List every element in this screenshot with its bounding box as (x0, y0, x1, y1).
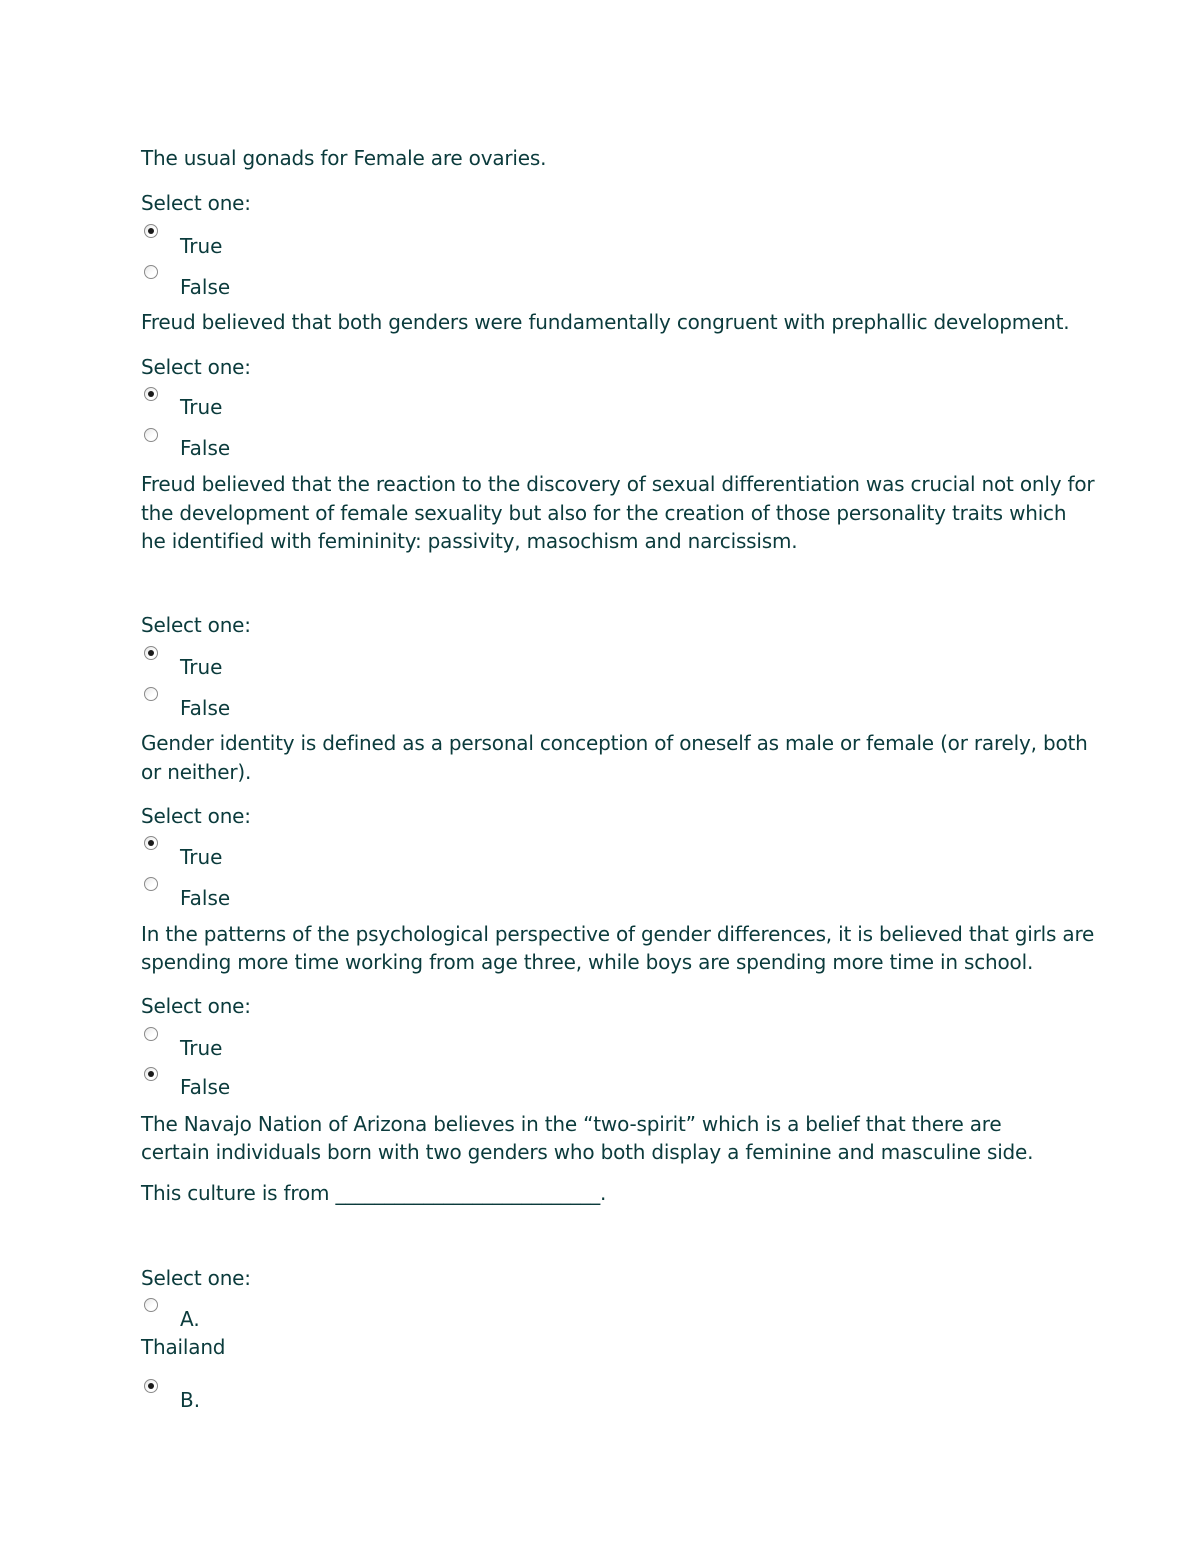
question-4-text-line-2: or neither). (141, 760, 252, 784)
question-4-option-true-radio[interactable] (144, 836, 158, 850)
question-2-option-false-label: False (180, 436, 231, 460)
question-6-fill-in-blank: This culture is from ___________________________. (141, 1181, 607, 1205)
question-4-option-true-label: True (180, 845, 223, 869)
question-5-option-false-label: False (180, 1075, 231, 1099)
question-2-option-true-label: True (180, 395, 223, 419)
question-4-text-line-1: Gender identity is defined as a personal conception of oneself as male or female (or rarely, both (141, 731, 1088, 755)
question-6-option-a-answer: Thailand (141, 1335, 226, 1359)
question-2-option-true-radio[interactable] (144, 387, 158, 401)
question-5-option-false-radio[interactable] (144, 1067, 158, 1081)
question-4-prompt: Select one: (141, 804, 251, 828)
question-3-text-line-3: he identified with femininity: passivity, masochism and narcissism. (141, 529, 798, 553)
question-6-text-line-2: certain individuals born with two genders who both display a feminine and masculine side. (141, 1140, 1034, 1164)
question-2-prompt: Select one: (141, 355, 251, 379)
question-4-option-false-label: False (180, 886, 231, 910)
question-1-option-false-radio[interactable] (144, 265, 158, 279)
question-6-option-b-radio[interactable] (144, 1379, 158, 1393)
question-2-text: Freud believed that both genders were fundamentally congruent with prephallic development. (141, 310, 1070, 334)
question-1-option-true-label: True (180, 234, 223, 258)
question-3-option-true-radio[interactable] (144, 646, 158, 660)
question-3-option-false-radio[interactable] (144, 687, 158, 701)
question-3-text-line-1: Freud believed that the reaction to the discovery of sexual differentiation was crucial not only for (141, 472, 1095, 496)
question-1-option-false-label: False (180, 275, 231, 299)
question-3-prompt: Select one: (141, 613, 251, 637)
question-5-text-line-2: spending more time working from age three, while boys are spending more time in school. (141, 950, 1034, 974)
question-6-option-a-radio[interactable] (144, 1298, 158, 1312)
question-4-option-false-radio[interactable] (144, 877, 158, 891)
question-6-text-line-1: The Navajo Nation of Arizona believes in the “two-spirit” which is a belief that there are (141, 1112, 1002, 1136)
question-6-option-b-label: B. (180, 1388, 201, 1412)
question-3-text-line-2: the development of female sexuality but also for the creation of those personality traits which (141, 501, 1067, 525)
question-5-prompt: Select one: (141, 994, 251, 1018)
question-6-option-a-label: A. (180, 1307, 200, 1331)
question-1-prompt: Select one: (141, 191, 251, 215)
question-2-option-false-radio[interactable] (144, 428, 158, 442)
question-1-text: The usual gonads for Female are ovaries. (141, 146, 547, 170)
question-5-option-true-radio[interactable] (144, 1027, 158, 1041)
question-5-text-line-1: In the patterns of the psychological perspective of gender differences, it is believed that girls are (141, 922, 1095, 946)
question-1-option-true-radio[interactable] (144, 224, 158, 238)
question-5-option-true-label: True (180, 1036, 223, 1060)
question-3-option-false-label: False (180, 696, 231, 720)
question-6-prompt: Select one: (141, 1266, 251, 1290)
question-3-option-true-label: True (180, 655, 223, 679)
